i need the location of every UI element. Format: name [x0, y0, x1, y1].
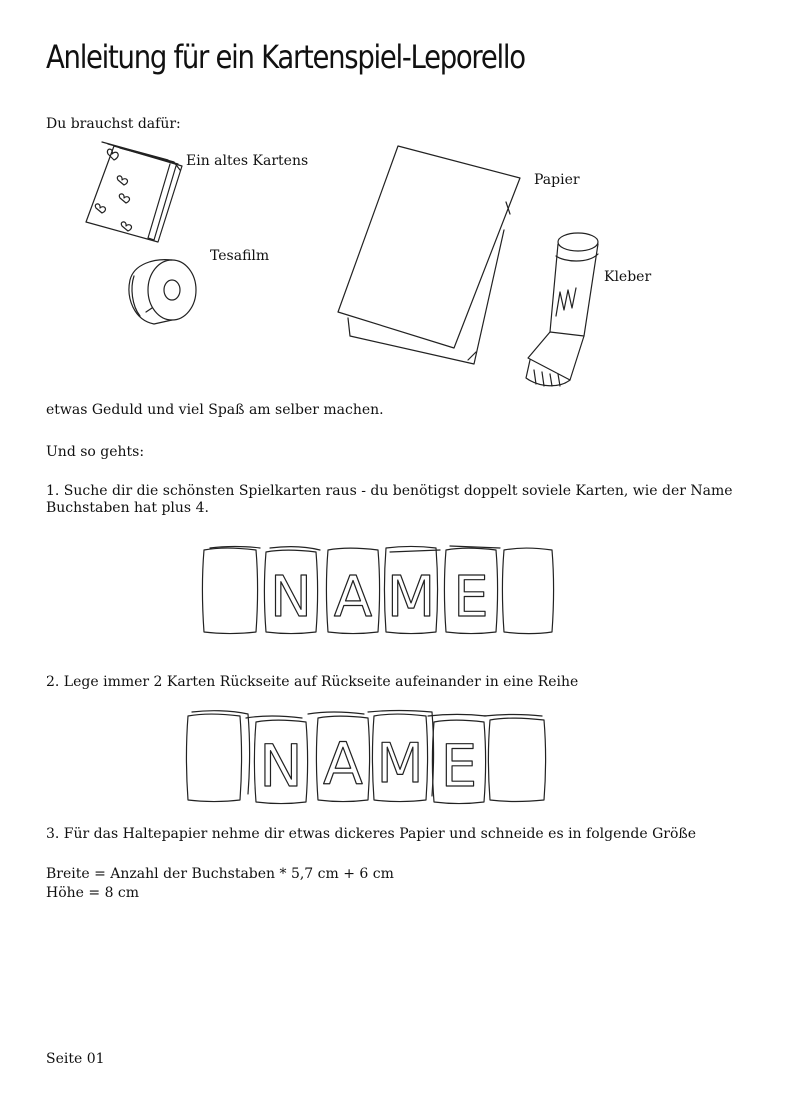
page-number: Seite 01: [46, 1051, 105, 1067]
glue-stick-illustration: [520, 228, 604, 390]
paper-illustration: [334, 142, 524, 368]
letter-e: E: [440, 732, 478, 800]
materials-heading: Du brauchst dafür:: [46, 116, 181, 132]
letter-m: M: [376, 732, 424, 795]
step-1-letters: [200, 544, 556, 636]
letter-m: M: [386, 565, 436, 630]
letter-n: N: [270, 565, 312, 630]
glue-label: Kleber: [604, 269, 652, 285]
letter-a: A: [323, 730, 363, 798]
step-3-intro: 3. Für das Haltepapier nehme dir etwas dickeres Papier und schneide es in folgende Größe: [46, 826, 697, 842]
letter-e: E: [453, 565, 489, 630]
steps-heading: Und so gehts:: [46, 444, 145, 460]
cards-label: Ein altes Kartens: [186, 153, 309, 169]
step-1-text: 1. Suche dir die schönsten Spielkarten raus - du benötigst doppelt soviele Karten, wie der Name Buchstaben hat plus 4.: [46, 483, 733, 516]
step-3-width-formula: Breite = Anzahl der Buchstaben * 5,7 cm + 6 cm: [46, 866, 394, 882]
paper-label: Papier: [534, 172, 580, 188]
letter-n: N: [259, 732, 303, 800]
tape-illustration: [124, 254, 204, 330]
step-2-letters: [184, 708, 550, 806]
tape-label: Tesafilm: [210, 248, 270, 264]
letter-a: A: [333, 565, 373, 630]
step-2-text: 2. Lege immer 2 Karten Rückseite auf Rückseite aufeinander in eine Reihe: [46, 674, 579, 690]
materials-extra: etwas Geduld und viel Spaß am selber machen.: [46, 402, 384, 418]
step-3-height-formula: Höhe = 8 cm: [46, 885, 140, 901]
page-title: Anleitung für ein Kartenspiel-Leporello: [46, 38, 525, 76]
card-deck-illustration: [78, 140, 188, 250]
